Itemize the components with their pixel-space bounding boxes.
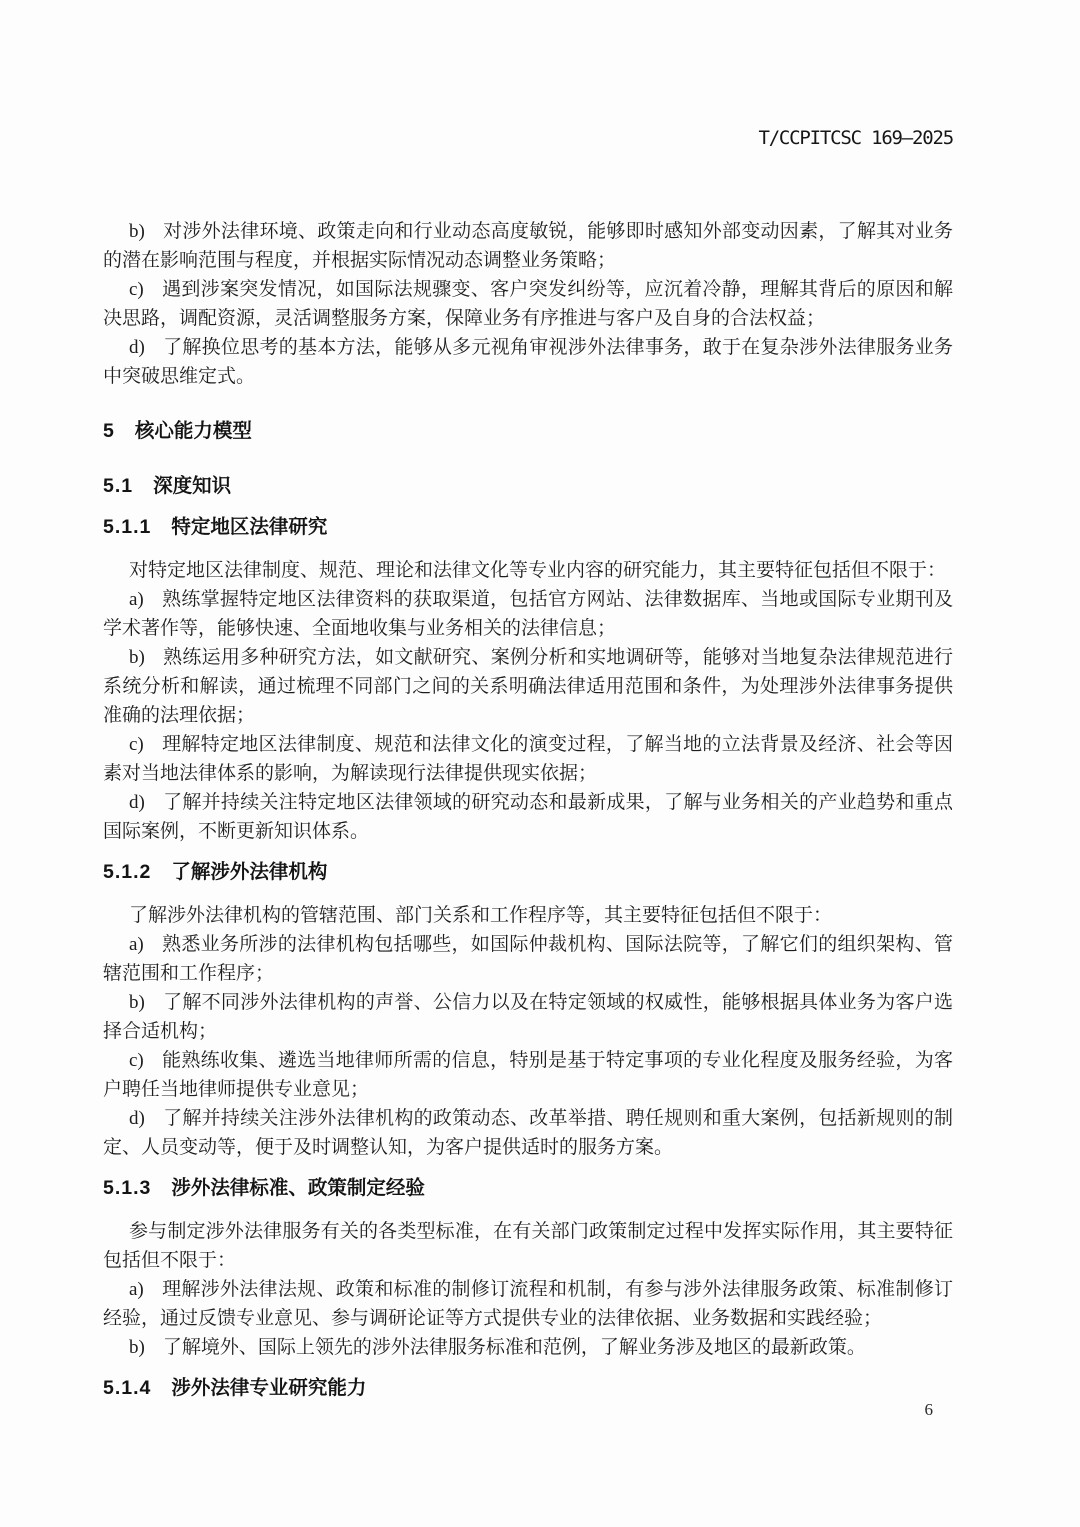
clause-item bbox=[103, 275, 953, 333]
clause-item bbox=[103, 1333, 953, 1362]
doc-code: T/CCPITCSC 169—2025 bbox=[758, 127, 953, 149]
section-number: 5 bbox=[103, 420, 115, 442]
section-title: 特定地区法律研究 bbox=[171, 516, 328, 538]
clause-item bbox=[103, 585, 953, 643]
clause-text: 了解境外、国际上领先的涉外法律服务标准和范例，了解业务涉及地区的最新政策。 bbox=[162, 1337, 866, 1358]
document-body bbox=[103, 217, 953, 1417]
section-heading-5-1 bbox=[103, 472, 953, 501]
clause-label: c) bbox=[129, 279, 144, 300]
clause-item bbox=[103, 988, 953, 1046]
clause-text: 理解特定地区法律制度、规范和法律文化的演变过程，了解当地的立法背景及经济、社会等因素对当地法律体系的影响，为解读现行法律提供现实依据； bbox=[103, 734, 953, 784]
section-number: 5.1.3 bbox=[103, 1177, 152, 1199]
clause-text: 熟悉业务所涉的法律机构包括哪些，如国际仲裁机构、国际法院等，了解它们的组织架构、管辖范围和工作程序； bbox=[103, 934, 953, 984]
section-number: 5.1.1 bbox=[103, 516, 152, 538]
clause-item bbox=[103, 643, 953, 730]
clause-text: 遇到涉案突发情况，如国际法规骤变、客户突发纠纷等，应沉着冷静，理解其背后的原因和解决思路，调配资源，灵活调整服务方案，保障业务有序推进与客户及自身的合法权益； bbox=[103, 279, 953, 329]
clause-label: b) bbox=[129, 992, 145, 1013]
section-heading-5-1-4 bbox=[103, 1374, 953, 1403]
clause-text: 了解并持续关注涉外法律机构的政策动态、改革举措、聘任规则和重大案例，包括新规则的制定、人员变动等，便于及时调整认知，为客户提供适时的服务方案。 bbox=[103, 1108, 953, 1158]
page-number: 6 bbox=[924, 1400, 933, 1419]
clause-item bbox=[103, 217, 953, 275]
clause-item bbox=[103, 333, 953, 391]
clause-text: 了解并持续关注特定地区法律领域的研究动态和最新成果，了解与业务相关的产业趋势和重点国际案例，不断更新知识体系。 bbox=[103, 792, 953, 842]
section-heading-5-1-2 bbox=[103, 858, 953, 887]
section-number: 5.1.2 bbox=[103, 861, 152, 883]
section-intro: 参与制定涉外法律服务有关的各类型标准，在有关部门政策制定过程中发挥实际作用，其主要特征包括但不限于： bbox=[103, 1221, 953, 1271]
document-header bbox=[758, 127, 953, 149]
section-heading-5-1-1 bbox=[103, 513, 953, 542]
clause-item bbox=[103, 788, 953, 846]
clause-label: c) bbox=[129, 734, 144, 755]
clause-item bbox=[103, 1046, 953, 1104]
clause-text: 了解不同涉外法律机构的声誉、公信力以及在特定领域的权威性，能够根据具体业务为客户选择合适机构； bbox=[103, 992, 953, 1042]
section-intro: 了解涉外法律机构的管辖范围、部门关系和工作程序等，其主要特征包括但不限于： bbox=[129, 905, 833, 926]
clause-item bbox=[103, 930, 953, 988]
clause-label: d) bbox=[129, 792, 145, 813]
clause-label: d) bbox=[129, 337, 145, 358]
clause-text: 了解换位思考的基本方法，能够从多元视角审视涉外法律事务，敢于在复杂涉外法律服务业务中突破思维定式。 bbox=[103, 337, 953, 387]
section-heading-5 bbox=[103, 417, 953, 446]
clause-item bbox=[103, 1275, 953, 1333]
section-title: 了解涉外法律机构 bbox=[171, 861, 328, 883]
clause-label: a) bbox=[129, 934, 144, 955]
clause-label: b) bbox=[129, 221, 145, 242]
section-heading-5-1-3 bbox=[103, 1174, 953, 1203]
clause-label: a) bbox=[129, 1279, 144, 1300]
section-title: 核心能力模型 bbox=[134, 420, 252, 442]
clause-text: 熟练掌握特定地区法律资料的获取渠道，包括官方网站、法律数据库、当地或国际专业期刊及学术著作等，能够快速、全面地收集与业务相关的法律信息； bbox=[103, 589, 953, 639]
clause-label: c) bbox=[129, 1050, 144, 1071]
clause-item bbox=[103, 1104, 953, 1162]
section-title: 深度知识 bbox=[153, 475, 232, 497]
clause-label: a) bbox=[129, 589, 144, 610]
clause-text: 熟练运用多种研究方法，如文献研究、案例分析和实地调研等，能够对当地复杂法律规范进行系统分析和解读，通过梳理不同部门之间的关系明确法律适用范围和条件，为处理涉外法律事务提供准确的法理依据； bbox=[103, 647, 953, 726]
clause-text: 对涉外法律环境、政策走向和行业动态高度敏锐，能够即时感知外部变动因素，了解其对业务的潜在影响范围与程度，并根据实际情况动态调整业务策略； bbox=[103, 221, 953, 271]
section-intro: 对特定地区法律制度、规范、理论和法律文化等专业内容的研究能力，其主要特征包括但不限于： bbox=[129, 560, 947, 581]
clause-label: d) bbox=[129, 1108, 145, 1129]
clause-text: 能熟练收集、遴选当地律师所需的信息，特别是基于特定事项的专业化程度及服务经验，为客户聘任当地律师提供专业意见； bbox=[103, 1050, 953, 1100]
section-title: 涉外法律标准、政策制定经验 bbox=[171, 1177, 425, 1199]
section-title: 涉外法律专业研究能力 bbox=[171, 1377, 367, 1399]
clause-label: b) bbox=[129, 1337, 145, 1358]
clause-text: 理解涉外法律法规、政策和标准的制修订流程和机制，有参与涉外法律服务政策、标准制修订经验，通过反馈专业意见、参与调研论证等方式提供专业的法律依据、业务数据和实践经验； bbox=[103, 1279, 953, 1329]
section-number: 5.1.4 bbox=[103, 1377, 152, 1399]
clause-item bbox=[103, 730, 953, 788]
clause-label: b) bbox=[129, 647, 145, 668]
section-number: 5.1 bbox=[103, 475, 134, 497]
